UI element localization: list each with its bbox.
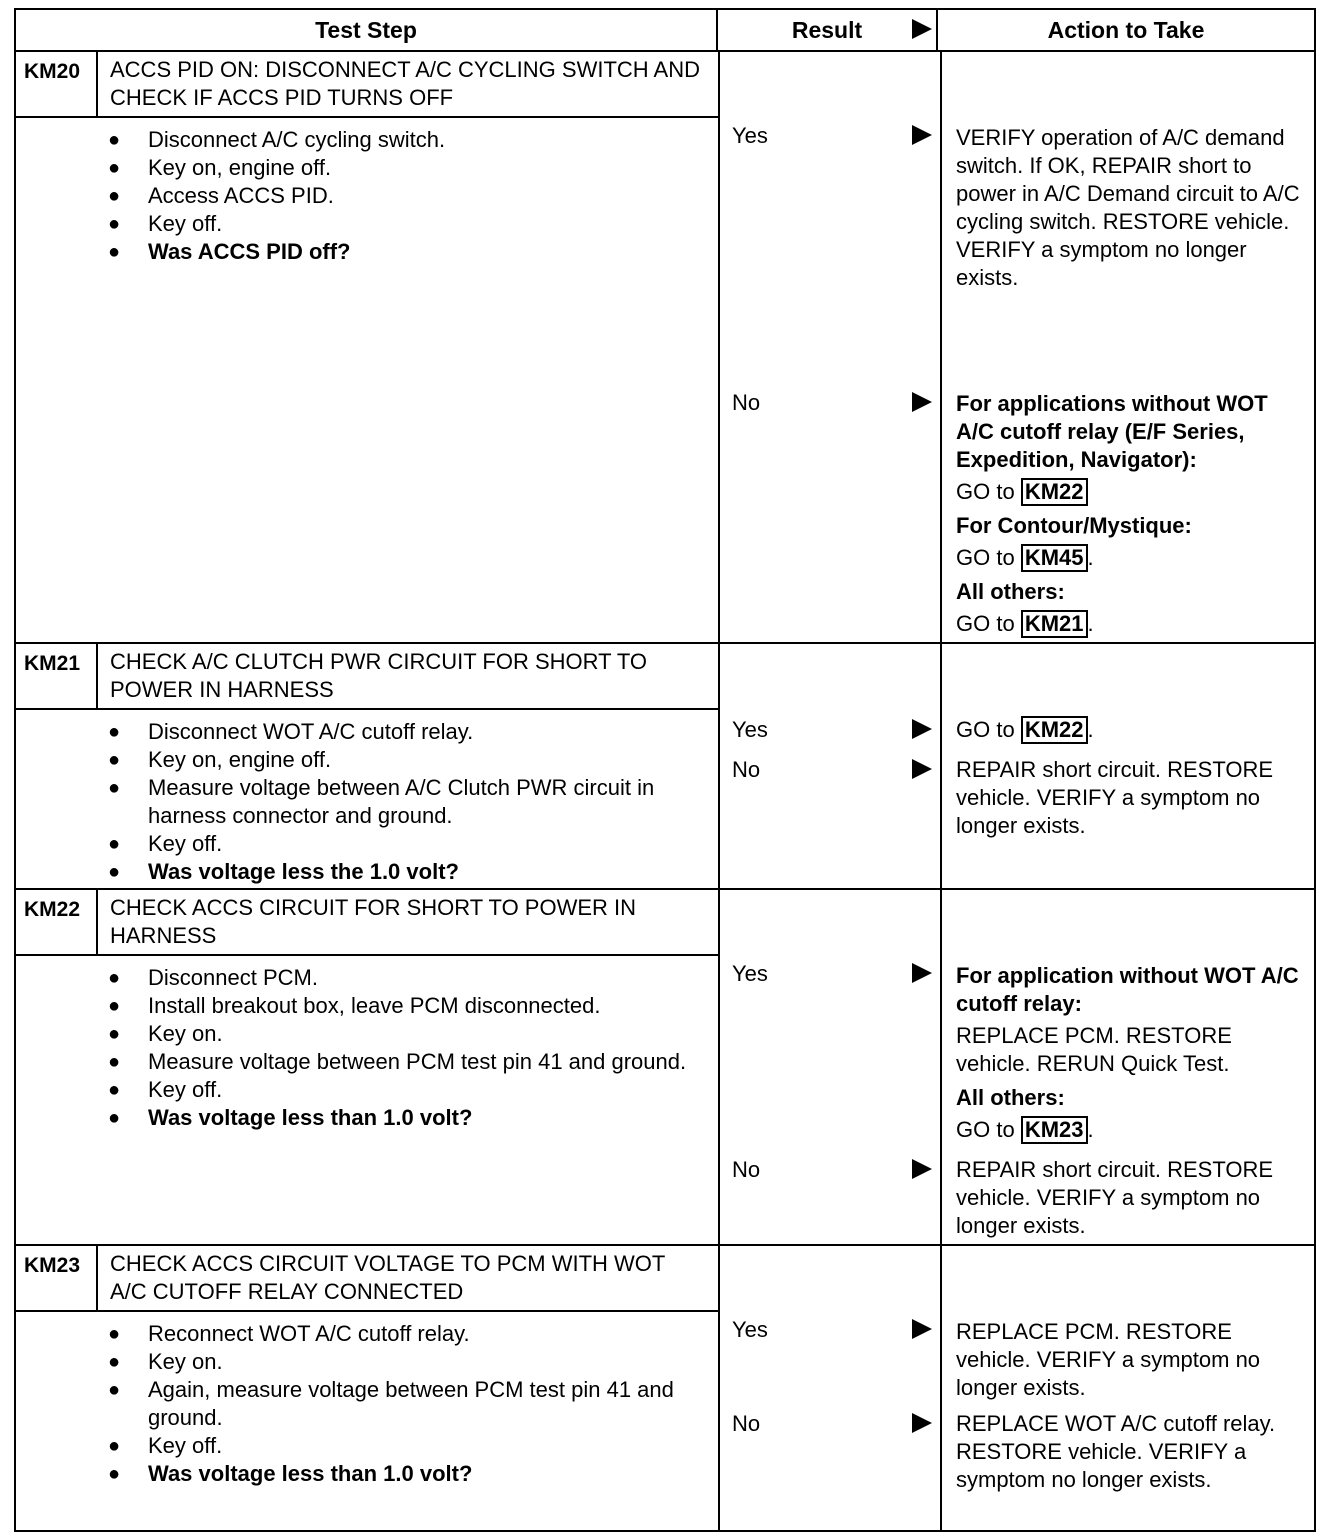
list-item: ● Key off. <box>108 1432 708 1460</box>
step-code: KM21 <box>16 644 98 708</box>
action-heading: For application without WOT A/C cutoff relay: <box>956 963 1299 1016</box>
arrow-right-icon <box>912 1159 932 1179</box>
result-no <box>732 1410 760 1438</box>
step-title: CHECK ACCS CIRCUIT FOR SHORT TO POWER IN HARNESS <box>110 895 637 948</box>
action-text: REPAIR short circuit. RESTORE vehicle. VERIFY a symptom no longer exists. <box>956 1157 1274 1238</box>
action-heading: For Contour/Mystique: <box>956 513 1192 538</box>
list-item-question: ● Was voltage less than 1.0 volt? <box>108 1460 708 1488</box>
go-to-text: GO to <box>956 611 1015 636</box>
step-title-bar <box>16 644 718 710</box>
step-items <box>16 118 718 272</box>
action-yes <box>956 124 1306 292</box>
arrow-right-icon <box>912 19 932 39</box>
arrow-right-icon <box>912 1319 932 1339</box>
list-item: ● Disconnect PCM. <box>108 964 708 992</box>
step-title-bar <box>16 52 718 118</box>
action-no <box>956 756 1306 840</box>
list-item: ● Key on, engine off. <box>108 154 708 182</box>
arrow-right-icon <box>912 759 932 779</box>
go-to-text: GO to <box>956 545 1015 570</box>
step-title: CHECK A/C CLUTCH PWR CIRCUIT FOR SHORT TO POWER IN HARNESS <box>110 649 648 702</box>
result-yes-label: Yes <box>732 123 768 148</box>
action-cell <box>942 1246 1314 1530</box>
action-yes: GO to KM22 . <box>956 717 1094 742</box>
list-item: ● Key on, engine off. <box>108 746 708 774</box>
arrow-right-icon <box>912 125 932 145</box>
result-no-label: No <box>732 1157 761 1182</box>
go-to-text: GO to <box>956 479 1015 504</box>
action-text: REPLACE WOT A/C cutoff relay. RESTORE vehicle. VERIFY a symptom no longer exists. <box>956 1411 1276 1492</box>
action-text: REPLACE PCM. RESTORE vehicle. RERUN Quick Test. <box>956 1023 1232 1076</box>
result-no <box>732 1156 760 1184</box>
step-items <box>16 710 718 892</box>
list-item-question: ● Was ACCS PID off? <box>108 238 708 266</box>
result-cell <box>720 644 942 888</box>
step-title-bar <box>16 890 718 956</box>
action-yes: For application without WOT A/C cutoff relay: REPLACE PCM. RESTORE vehicle. RERUN Quick Test. All others: GO to KM23 . <box>956 962 1306 1144</box>
action-no <box>956 1410 1306 1494</box>
action-text: REPLACE PCM. RESTORE vehicle. VERIFY a symptom no longer exists. <box>956 1319 1261 1400</box>
test-step-cell <box>16 52 720 642</box>
list-item: ● Install breakout box, leave PCM disconnected. <box>108 992 708 1020</box>
action-no <box>956 1156 1306 1240</box>
action-no: For applications without WOT A/C cutoff relay (E/F Series, Expedition, Navigator): GO to KM22 For Contour/Mystique: GO to KM45 . All others: GO to KM21 . <box>956 390 1306 638</box>
step-title: CHECK ACCS CIRCUIT VOLTAGE TO PCM WITH WOT A/C CUTOFF RELAY CONNECTED <box>110 1251 665 1304</box>
arrow-right-icon <box>912 719 932 739</box>
result-yes <box>732 960 768 988</box>
test-step-cell <box>16 890 720 1244</box>
result-no-label: No <box>732 757 761 782</box>
test-step-cell <box>16 1246 720 1530</box>
action-cell <box>942 52 1314 642</box>
go-to-text: GO to <box>956 1117 1015 1142</box>
step-title: ACCS PID ON: DISCONNECT A/C CYCLING SWITCH AND CHECK IF ACCS PID TURNS OFF <box>110 57 701 110</box>
list-item: ● Key off. <box>108 210 708 238</box>
list-item: ● Key on. <box>108 1348 708 1376</box>
step-code: KM22 <box>16 890 98 954</box>
action-heading: All others: <box>956 579 1065 604</box>
step-reference-km45[interactable]: KM45 <box>1021 544 1088 572</box>
list-item: ● Key on. <box>108 1020 708 1048</box>
step-items <box>16 956 718 1138</box>
step-km22 <box>16 890 1314 1246</box>
result-cell <box>720 52 942 642</box>
step-reference-km22[interactable]: KM22 <box>1021 478 1088 506</box>
result-yes-label: Yes <box>732 1317 768 1342</box>
action-heading: All others: <box>956 1085 1065 1110</box>
result-yes-label: Yes <box>732 717 768 742</box>
step-code: KM23 <box>16 1246 98 1310</box>
result-yes <box>732 1316 768 1344</box>
result-yes-label: Yes <box>732 961 768 986</box>
result-yes <box>732 716 768 744</box>
action-cell <box>942 890 1314 1244</box>
action-text: REPAIR short circuit. RESTORE vehicle. VERIFY a symptom no longer exists. <box>956 757 1274 838</box>
result-yes <box>732 122 768 150</box>
result-cell <box>720 890 942 1244</box>
result-cell <box>720 1246 942 1530</box>
result-no-label: No <box>732 390 761 415</box>
list-item: ● Reconnect WOT A/C cutoff relay. <box>108 1320 708 1348</box>
list-item: ● Disconnect WOT A/C cutoff relay. <box>108 718 708 746</box>
step-title-bar <box>16 1246 718 1312</box>
list-item-question: ● Was voltage less than 1.0 volt? <box>108 1104 708 1132</box>
diagnostic-table <box>14 8 1316 1532</box>
result-no <box>732 389 760 417</box>
list-item: ● Disconnect A/C cycling switch. <box>108 126 708 154</box>
step-reference-km21[interactable]: KM21 <box>1021 610 1088 638</box>
list-item: ● Measure voltage between A/C Clutch PWR circuit in harness connector and ground. <box>108 774 708 830</box>
step-reference-km22[interactable]: KM22 <box>1021 716 1088 744</box>
list-item: ● Key off. <box>108 1076 708 1104</box>
result-no-label: No <box>732 1411 761 1436</box>
go-to-text: GO to <box>956 717 1015 742</box>
header-action: Action to Take <box>1047 17 1205 43</box>
list-item: ● Key off. <box>108 830 708 858</box>
step-reference-km23[interactable]: KM23 <box>1021 1116 1088 1144</box>
step-km23 <box>16 1246 1314 1530</box>
list-item: ● Access ACCS PID. <box>108 182 708 210</box>
header-result <box>718 10 938 50</box>
test-step-cell <box>16 644 720 888</box>
header-test-step: Test Step <box>16 10 718 50</box>
step-code: KM20 <box>16 52 98 116</box>
list-item: ● Measure voltage between PCM test pin 41 and ground. <box>108 1048 708 1076</box>
action-heading: For applications without WOT A/C cutoff relay (E/F Series, Expedition, Navigator): <box>956 391 1268 472</box>
list-item-question: ● Was voltage less the 1.0 volt? <box>108 858 708 886</box>
table-header <box>16 10 1314 52</box>
action-cell <box>942 644 1314 888</box>
arrow-right-icon <box>912 1413 932 1433</box>
action-yes <box>956 1318 1306 1402</box>
arrow-right-icon <box>912 392 932 412</box>
header-result-label: Result <box>791 17 863 43</box>
step-km20 <box>16 52 1314 644</box>
step-km21 <box>16 644 1314 890</box>
action-text: VERIFY operation of A/C demand switch. If OK, REPAIR short to power in A/C Demand circuit to A/C cycling switch. RESTORE vehicle. VERIFY a symptom no longer exists. <box>956 125 1300 290</box>
step-items <box>16 1312 718 1494</box>
arrow-right-icon <box>912 963 932 983</box>
list-item: ● Again, measure voltage between PCM test pin 41 and ground. <box>108 1376 708 1432</box>
result-no <box>732 756 760 784</box>
